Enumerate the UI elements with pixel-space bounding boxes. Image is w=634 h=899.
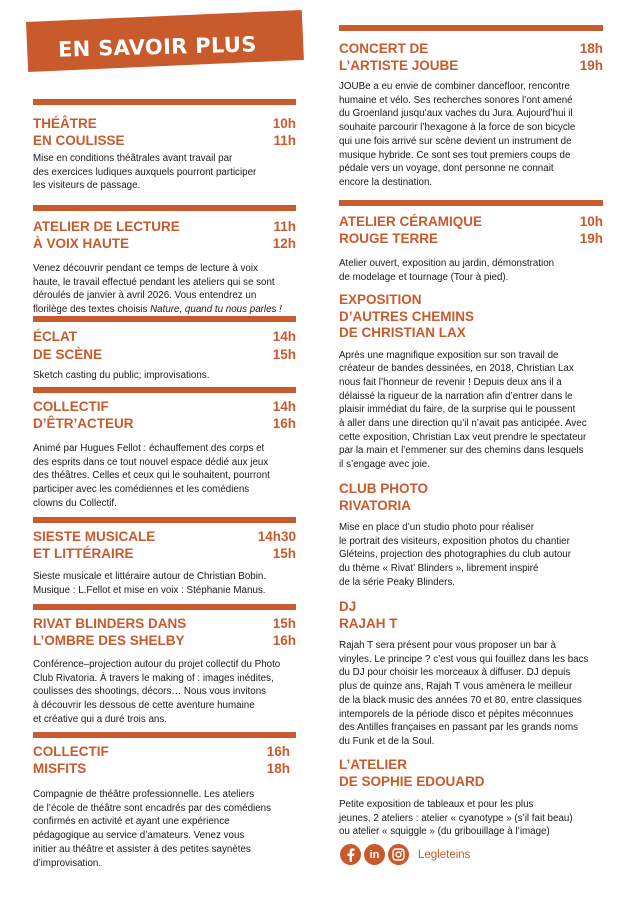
body-line: créateur de bandes dessinées, en 2018, Christian Lax — [339, 363, 574, 375]
section-title: DE SOPHIE EDOUARD — [339, 773, 485, 789]
body-line: Après une magnifique exposition sur son travail de — [339, 349, 559, 361]
end-time: 16h — [272, 415, 296, 431]
section-atelier-ceramique — [339, 200, 603, 284]
section-title: D’AUTRES CHEMINS — [339, 308, 475, 324]
body-line: pédale vers un voyage, dont personne ne connait — [339, 163, 554, 175]
body-line: initier au théâtre et assister à des petites saynètes — [33, 843, 251, 855]
end-time: 19h — [579, 57, 603, 73]
body-line: Rajah T sera présent pour vous proposer un bar à — [339, 640, 556, 651]
section-atelier-de-lecture — [33, 205, 296, 317]
start-time: 11h — [273, 219, 296, 234]
section-divider — [33, 387, 296, 393]
body-line: des Antilles françaises en passant par les grands noms — [339, 722, 579, 734]
section-divider — [33, 604, 296, 610]
section-divider — [339, 200, 603, 206]
book-title: Nature, quand tu nous parles ! — [150, 304, 282, 316]
section-title: SIESTE MUSICALE — [33, 529, 156, 544]
body-line: de l’école de théâtre sont encadrés par des comédiens — [33, 802, 271, 814]
body-line: de la black music des années 70 et 80, entre classiques — [339, 694, 582, 706]
section-title: RAJAH T — [339, 615, 398, 631]
facebook-icon[interactable] — [340, 844, 361, 865]
section-divider — [33, 316, 296, 322]
body-line: souhaite parcourir l’hexagone à la force de son bicycle — [339, 122, 576, 134]
body-line: d’improvisation. — [33, 857, 102, 869]
body-line: du DJ pour choisir les morceaux à diffuser. DJ depuis — [339, 667, 571, 679]
end-time: 15h — [272, 347, 296, 362]
body-line: musique hybride. Ce sont ses tout premiers coups de — [339, 149, 571, 161]
section-title: CONCERT DE — [339, 41, 429, 56]
section-divider — [33, 732, 296, 738]
social-handle[interactable]: Legleteins — [418, 848, 471, 861]
section-title: CLUB PHOTO — [339, 481, 429, 496]
section-divider — [339, 25, 603, 31]
body-line: Atelier ouvert, exposition au jardin, démonstration — [339, 258, 555, 269]
body-line: vinyles. Le principe ? c’est vous qui fouillez dans les bacs — [339, 653, 589, 665]
body-line: de la série Peaky Blinders. — [339, 576, 455, 588]
body-line: délaissé la rigueur de la narration afin d’entrer dans le — [339, 390, 573, 402]
body-line: intemporels de la période disco et pépites méconnues — [339, 708, 574, 720]
section-title: ATELIER CÉRAMIQUE — [339, 214, 483, 229]
body-line: Mise en place d’un studio photo pour réaliser — [339, 522, 534, 533]
section-club-photo — [339, 481, 603, 590]
body-line: du Groenland jusqu’aux vaches du Jura. Aujourd’hui il — [339, 108, 573, 120]
body-line: Gléteins, projection des photographies du club autour — [339, 549, 572, 561]
body-line: Sieste musicale et littéraire autour de Christian Bobin. — [33, 571, 267, 582]
body-line: encore la destination. — [339, 176, 433, 188]
body-line: Venez découvrir pendant ce temps de lecture à voix — [33, 263, 258, 274]
body-line: Compagnie de théâtre professionnelle. Les ateliers — [33, 789, 255, 800]
start-time: 14h — [272, 399, 296, 414]
instagram-icon[interactable] — [388, 844, 409, 865]
body-line: par la main et l’emmener sur des chemins dans lesquels — [339, 445, 584, 457]
section-title: ÉCLAT — [33, 329, 77, 344]
body-line: il s’engage avec joie. — [339, 459, 430, 471]
section-title: EN COULISSE — [33, 132, 125, 148]
section-title: RIVATORIA — [339, 497, 412, 513]
body-line: du Funk et de la Soul. — [339, 735, 435, 747]
body-line: coulisses des shootings, décors… Nous vous invitons — [33, 686, 267, 698]
section-title: L’ATELIER — [339, 757, 408, 772]
social-links — [340, 844, 470, 865]
end-time: 11h — [273, 132, 296, 148]
section-divider — [33, 99, 296, 105]
body-line: plus de quinze ans, Rajah T vous amènera le meilleur — [339, 681, 573, 693]
body-line: le portrait des visiteurs, exposition photos du chantier — [339, 535, 570, 547]
section-concert-joube — [339, 25, 603, 190]
end-time: 19h — [579, 230, 603, 246]
body-text: florilège des textes choisis — [33, 304, 151, 316]
section-divider — [33, 517, 296, 523]
section-atelier-sophie-edouard — [339, 757, 603, 839]
end-time: 12h — [272, 235, 296, 251]
end-time: 18h — [266, 760, 290, 776]
section-title: EXPOSITION — [339, 292, 422, 307]
section-title: DE SCÈNE — [33, 347, 103, 362]
page-title: EN SAVOIR PLUS — [57, 32, 257, 62]
body-line: déroulés de janvier à avril 2026. Vous entendrez un — [33, 290, 257, 302]
body-line: des exercices ludiques auxquels pourront participer — [33, 166, 257, 178]
linkedin-label: in — [369, 848, 380, 861]
section-title: ATELIER DE LECTURE — [33, 219, 180, 234]
section-divider — [33, 205, 296, 211]
body-line: Sketch casting du public; improvisations. — [33, 370, 210, 381]
body-line: Musique : L.Fellot et mise en voix : Stéphanie Manus. — [33, 584, 266, 596]
start-time: 15h — [272, 616, 296, 631]
body-line: ou atelier « squiggle » (du gribouillage à l’image) — [339, 826, 550, 838]
body-line: les visiteurs de passage. — [33, 180, 141, 192]
start-time: 14h — [272, 329, 296, 344]
section-rivat-blinders — [33, 604, 296, 727]
body-line: JOUBe a eu envie de combiner dancefloor, rencontre — [339, 81, 570, 92]
body-line: confirmés en activité et ayant une expérience — [33, 816, 230, 828]
body-line: Animé par Hugues Fellot : échauffement des corps et — [33, 443, 265, 454]
section-title: À VOIX HAUTE — [33, 235, 130, 251]
section-collectif-misfits — [33, 732, 296, 870]
body-line: de modelage et tournage (Tour à pied). — [339, 271, 509, 283]
body-line: à découvrir les dessous de cette aventure humaine — [33, 700, 255, 712]
section-eclat-de-scene — [33, 316, 296, 383]
section-title: L’OMBRE DES SHELBY — [33, 632, 185, 648]
body-line: participer avec les comédiennes et les comédiens — [33, 484, 250, 496]
start-time: 18h — [579, 41, 603, 56]
start-time: 10h — [272, 116, 296, 131]
start-time: 14h30 — [257, 529, 296, 544]
section-title: L’ARTISTE JOUBE — [339, 57, 459, 73]
section-theatre-en-coulisse — [33, 99, 296, 193]
section-title: D’ÊTR’ACTEUR — [33, 415, 134, 431]
section-exposition-christian-lax — [339, 292, 603, 472]
section-title: DJ — [339, 599, 357, 614]
body-line: du thème « Rivat’ Blinders », librement inspiré — [339, 563, 539, 575]
section-title: DE CHRISTIAN LAX — [339, 325, 466, 340]
body-line: des esprits dans ce tout nouvel espace dédié aux jeux — [33, 456, 269, 468]
body-line: Club Rivatoria. À travers le making of : images inédites, — [33, 672, 274, 684]
section-title: RIVAT BLINDERS DANS — [33, 616, 187, 631]
body-line — [33, 303, 296, 317]
section-title: ET LITTÉRAIRE — [33, 545, 134, 561]
body-line: nous fait l’honneur de revenir ! Depuis deux ans il a — [339, 376, 562, 388]
end-time: 16h — [272, 632, 296, 648]
linkedin-icon[interactable] — [364, 844, 385, 865]
section-title: THÉÂTRE — [33, 116, 97, 131]
section-title: MISFITS — [33, 760, 87, 776]
start-time: 10h — [579, 214, 603, 229]
body-line: Conférence–projection autour du projet collectif du Photo — [33, 659, 281, 670]
body-line: à aller dans une direction qu’il n’avait pas anticipée. Avec — [339, 418, 587, 430]
body-line: qui une fois arrivé sur scène devient un instrument de — [339, 135, 572, 147]
section-title: COLLECTIF — [33, 744, 109, 759]
body-line: Mise en conditions théâtrales avant travail par — [33, 153, 233, 164]
body-line: cette exposition, Christian Lax veut prendre le spectateur — [339, 431, 587, 443]
end-time: 15h — [272, 545, 296, 561]
body-line: pédagogique au service d’amateurs. Venez vous — [33, 830, 245, 842]
body-line: jeunes, 2 ateliers : atelier « cyanotype » (s’il fait beau) — [339, 812, 573, 824]
body-line: plaisir immédiat du faire, de la surprise qui le poussent — [339, 404, 576, 416]
body-line: des théâtres. Celles et ceux qui le souhaitent, pourront — [33, 470, 270, 482]
section-sieste-musicale — [33, 517, 296, 597]
body-line: Petite exposition de tableaux et pour les plus — [339, 799, 534, 810]
start-time: 16h — [266, 744, 290, 759]
body-line: et créative qui a duré trois ans. — [33, 713, 167, 725]
body-line: haute, le travail effectué pendant les ateliers qui se sont — [33, 276, 275, 288]
section-dj-rajah-t — [339, 599, 603, 749]
section-collectif-etr-acteur — [33, 387, 296, 511]
body-line: humaine et vélo. Ses recherches sonores l’ont amené — [339, 94, 573, 106]
section-title: ROUGE TERRE — [339, 230, 439, 246]
section-title: COLLECTIF — [33, 399, 109, 414]
body-line: clowns du Collectif. — [33, 497, 117, 509]
